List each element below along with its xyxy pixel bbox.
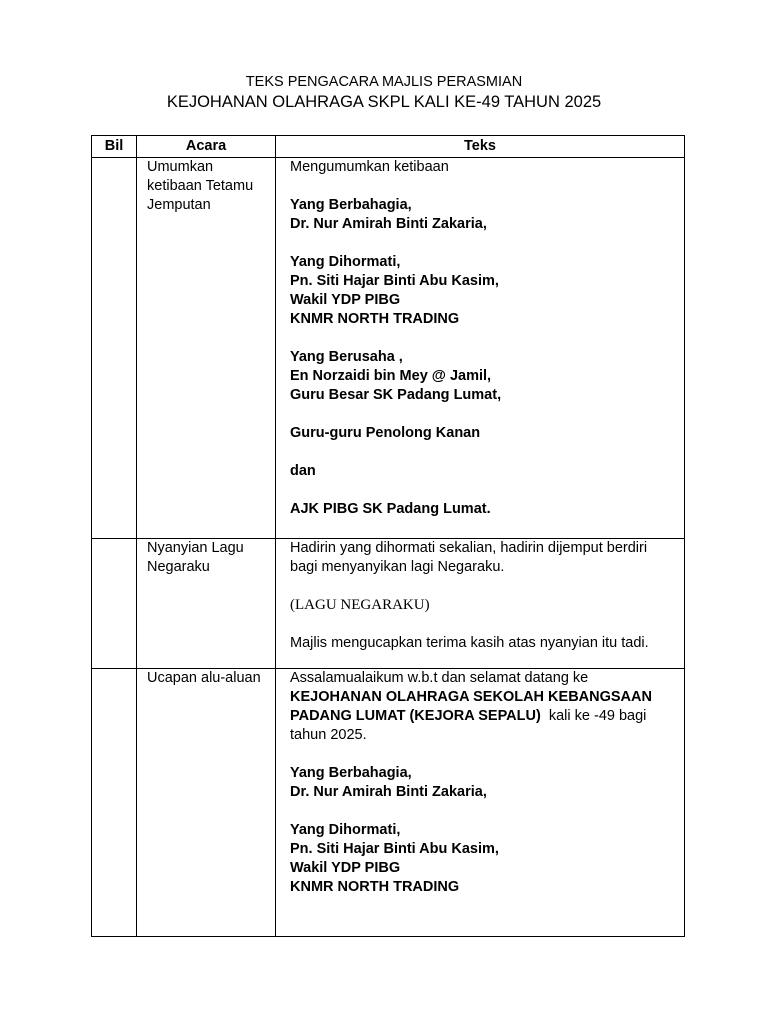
text-line: dan [290,463,316,479]
cell-acara: Ucapan alu-aluan [137,669,276,937]
cell-teks [276,669,685,937]
text-paragraph [290,688,674,745]
cell-bil [92,669,137,937]
event-name: KEJOHANAN OLAHRAGA SEKOLAH KEBANGSAAN PADANG LUMAT (KEJORA SEPALU) [290,689,652,724]
text-line: (LAGU NEGARAKU) [290,597,430,613]
text-line: Mengumumkan ketibaan [290,159,449,175]
text-line: Pn. Siti Hajar Binti Abu Kasim, [290,273,499,289]
program-table [91,135,685,937]
text-line: Yang Dihormati, [290,254,401,270]
cell-acara: Nyanyian Lagu Negaraku [137,539,276,669]
text-line: Guru-guru Penolong Kanan [290,425,481,441]
cell-bil [92,158,137,539]
document-title-line2: KEJOHANAN OLAHRAGA SKPL KALI KE-49 TAHUN 2025 [166,93,602,111]
text-line: En Norzaidi bin Mey @ Jamil, [290,368,492,384]
text-line: Yang Berbahagia, [290,197,412,213]
text-run: kali ke -49 bagi tahun 2025. [290,708,647,743]
text-line: Guru Besar SK Padang Lumat, [290,387,502,403]
text-line: KNMR NORTH TRADING [290,879,460,895]
cell-acara: Umumkan ketibaan Tetamu Jemputan [137,158,276,539]
text-line: Yang Berusaha , [290,349,403,365]
text-line: Yang Berbahagia, [290,765,412,781]
text-line: Yang Dihormati, [290,822,401,838]
text-paragraph: Majlis mengucapkan terima kasih atas nyanyian itu tadi. [290,635,649,651]
document-title-line1: TEKS PENGACARA MAJLIS PERASMIAN [245,74,523,90]
text-line: KNMR NORTH TRADING [290,311,460,327]
cell-teks [276,158,685,539]
text-paragraph: Hadirin yang dihormati sekalian, hadirin dijemput berdiri bagi menyanyikan lagi Negaraku. [290,540,648,575]
text-line: Wakil YDP PIBG [290,292,401,308]
cell-bil [92,539,137,669]
cell-teks [276,539,685,669]
table-row [92,539,685,669]
table-row [92,158,685,539]
table-header-row [92,136,685,158]
text-line: Assalamualaikum w.b.t dan selamat datang ke [290,670,589,686]
text-line: Dr. Nur Amirah Binti Zakaria, [290,784,487,800]
table-row [92,669,685,937]
text-line: Wakil YDP PIBG [290,860,401,876]
text-line: AJK PIBG SK Padang Lumat. [290,501,491,517]
text-line: Pn. Siti Hajar Binti Abu Kasim, [290,841,499,857]
text-line: Dr. Nur Amirah Binti Zakaria, [290,216,487,232]
header-bil: Bil [92,136,137,158]
header-acara: Acara [137,136,276,158]
header-teks: Teks [276,136,685,158]
